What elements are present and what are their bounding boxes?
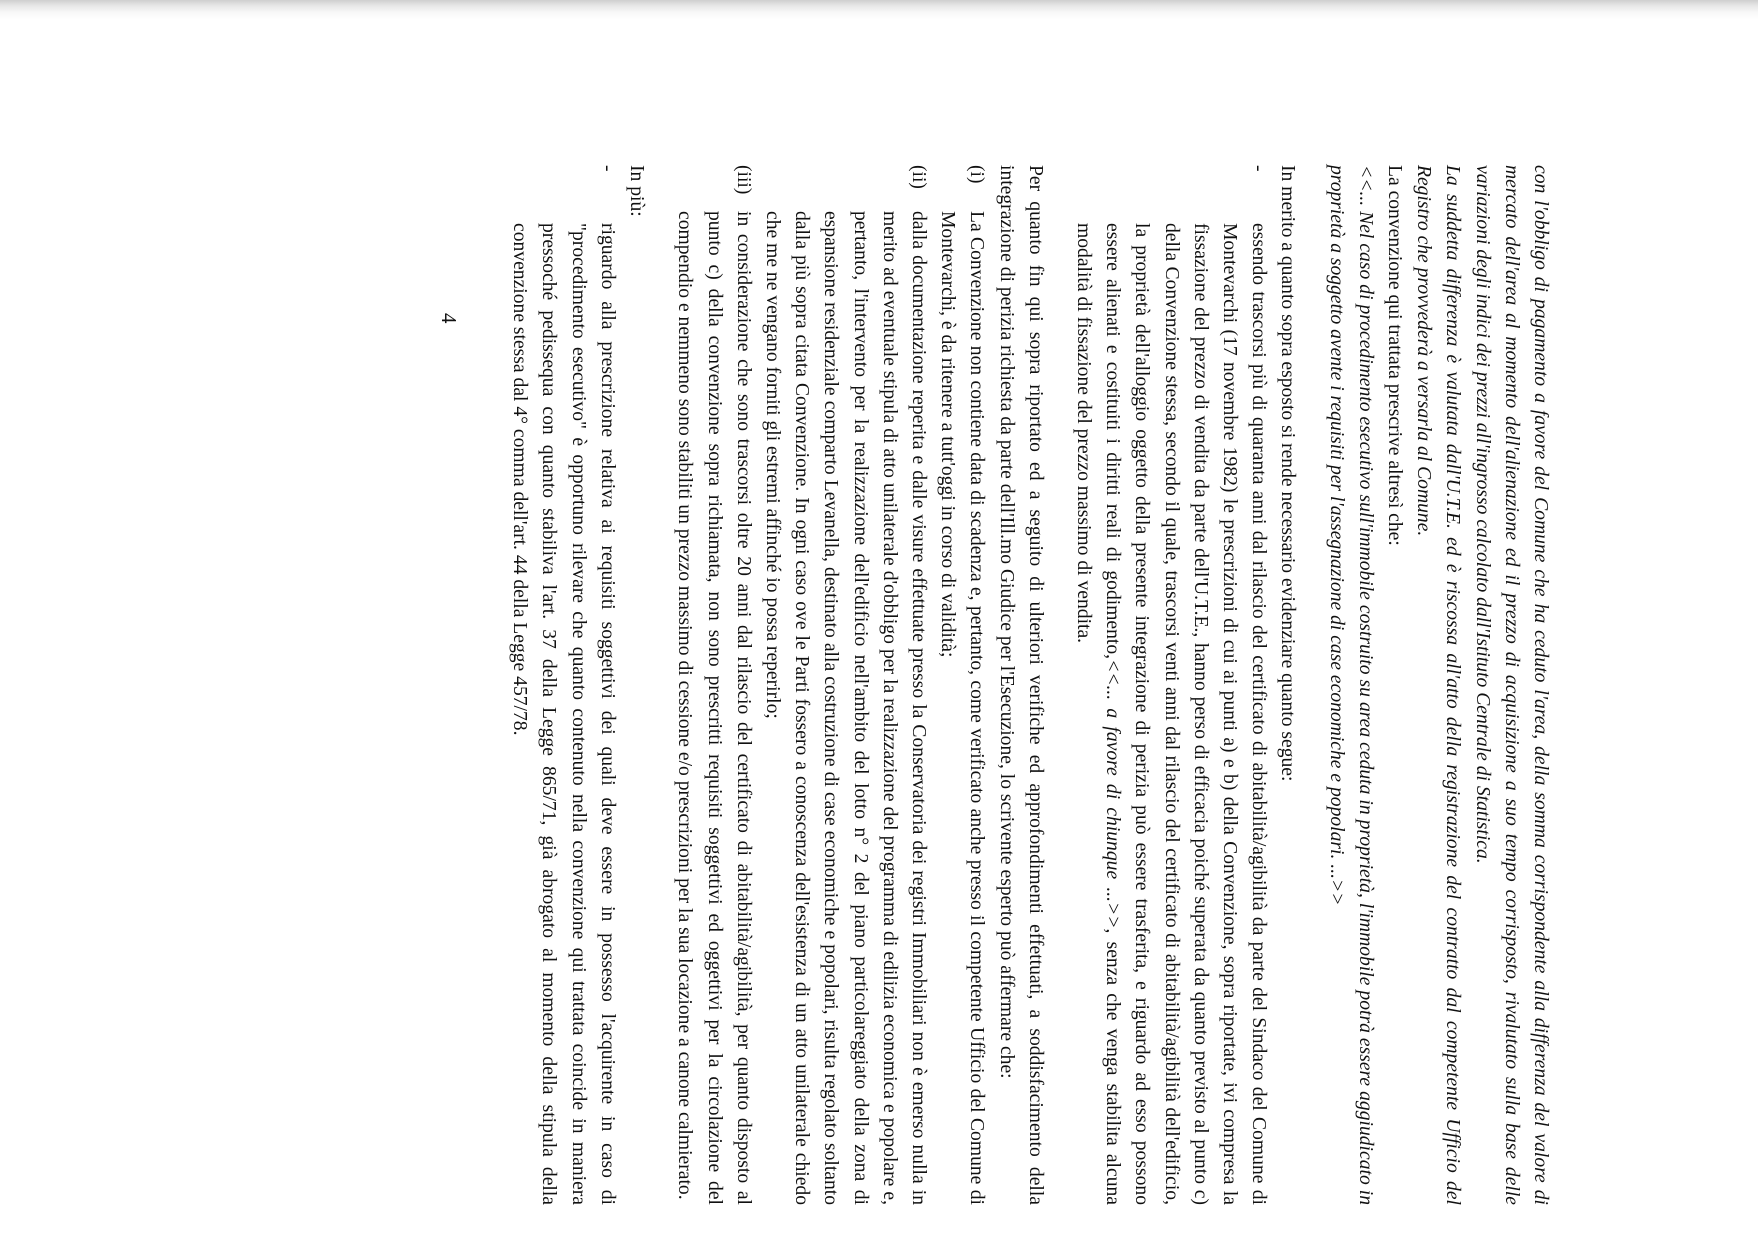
list-item-iii <box>670 165 758 1205</box>
bullet-dash: - <box>1248 165 1270 172</box>
bullet-item-1 <box>1069 165 1273 1205</box>
list-item-i <box>933 165 991 1205</box>
merito-paragraph: In merito a quanto sopra esposto si rende necessario evidenziare quanto segue: <box>1277 165 1299 782</box>
list-marker-iii: (iii) <box>732 165 754 195</box>
bullet-item-1-quote: <<... a favore di chiunque ...>> <box>1102 659 1124 929</box>
bullet-item-2-text: riguardo alla prescrizione relativa ai requisiti soggettivi dei quali deve essere in possesso l'acquirente in caso di "procedimento esecutivo" è opportuno rilevare che quanto contenuto nella convenzione qui trattata coincide in maniera pressoché pedissequa con quanto stabiliva l'art. 37 della Legge 865/71, già abrogato al momento della stipula della convenzione stessa dal 4° comma dell'art. 44 della Legge 457/78. <box>509 223 618 1205</box>
quote-paragraph-2: La suddetta differenza è valutata dall'U.T.E. ed è riscossa all'atto della registrazione del contratto dal competente Ufficio del Registro che provvederà a versarla al Comune. <box>1413 165 1464 1205</box>
bullet-item-1-tail: , senza che venga stabilita alcuna modalità di fissazione del prezzo massimo di vendita. <box>1072 223 1124 1205</box>
quote-paragraph-1: con l'obbligo di pagamento a favore del Comune che ha ceduto l'area, della somma corrispondente alla differenza del valore di mercato dell'area al momento dell'alienazione ed il prezzo di acquisizione a suo tempo corrisposto, rivalutato sulla base delle variazioni degli indici dei prezzi all'ingrosso calcolato dall'Istituto Centrale di Statistica. <box>1471 165 1551 1205</box>
scan-edge-artifact <box>0 0 1758 20</box>
list-item-i-text: La Convenzione non contiene data di scadenza e, pertanto, come verificato anche presso il competente Ufficio del Comune di Montevarchi, è da ritenere a tutt'oggi in corso di validità; <box>937 211 988 1205</box>
bullet-dash: - <box>596 165 618 172</box>
conclusion-paragraph: Per quanto fin qui sopra riportato ed a seguito di ulteriori verifiche ed approfondimenti effettuati, a soddisfacimento della integrazione di perizia richiesta da parte dell'Ill.mo Giudice per l'Esecuzione, lo scrivente esperto può affermare che: <box>995 165 1046 1205</box>
bullet-item-2 <box>505 165 622 1205</box>
list-marker-i: (i) <box>966 165 988 184</box>
intro-paragraph-convenzione: La convenzione qui trattata prescrive altresì che: <box>1383 165 1405 546</box>
document-page <box>185 165 1555 1205</box>
list-item-ii-text: dalla documentazione reperita e dalle visure effettuate presso la Conservatoria dei registri Immobiliari non è emerso nulla in merito ad eventuale stipula di atto unilaterale d'obbligo per la realizzazione del programma di edilizia economica e popolare e, pertanto, l'intervento per la realizzazione dell'edificio nell'ambito del lotto n° 2 del piano particolareggiato della zona di espansione residenziale comparto Levanella, destinato alla costruzione di case economiche e popolari, risulta regolato soltanto dalla più sopra citata Convenzione. In ogni caso ove le Parti fossero a conoscenza dell'esistenza di un atto unilaterale chiedo che me ne vengano forniti gli estremi affinché io possa reperirlo; <box>761 211 929 1205</box>
bullet-item-1-text: essendo trascorsi più di quaranta anni dal rilascio del certificato di abitabilità/agibilità da parte del Sindaco del Comune di Montevarchi (17 novembre 1982) le prescrizioni di cui ai punti a) e b) della Convenzione, sopra riportate, ivi compresa la fissazione del prezzo di vendita da parte dell'U.T.E., hanno perso di efficacia poiché superata da quanto previsto al punto c) della Convenzione stessa, secondo il quale, trascorsi venti anni dal rilascio del certificato di abitabilità/agibilità dell'edificio, la proprietà dell'alloggio oggetto della presente integrazione di perizia può essere trasferita, e riguardo ad esso possono essere alienati e costituiti i diritti reali di godimento, <box>1102 223 1270 1205</box>
list-marker-ii: (ii) <box>907 165 929 189</box>
in-piu-heading: In più: <box>626 165 648 217</box>
page-number: 4 <box>437 313 461 324</box>
quote-paragraph-3: <<... Nel caso di procedimento esecutivo sull'immobile costruito su area ceduta in proprietà, l'immobile potrà essere aggiudicato in proprietà a soggetto avente i requisiti per l'assegnazione di case economiche e popolari. ...>> <box>1325 165 1376 1205</box>
list-item-ii <box>758 165 933 1205</box>
list-item-iii-text: in considerazione che sono trascorsi oltre 20 anni dal rilascio del certificato di abitabilità/agibilità, per quanto disposto al punto c) della convenzione sopra richiamata, non sono prescritti requisiti soggettivi ed oggettivi per la circolazione del compendio e nemmeno sono stabiliti un prezzo massimo di cessione e/o prescrizioni per la sua locazione a canone calmierato. <box>674 211 754 1205</box>
